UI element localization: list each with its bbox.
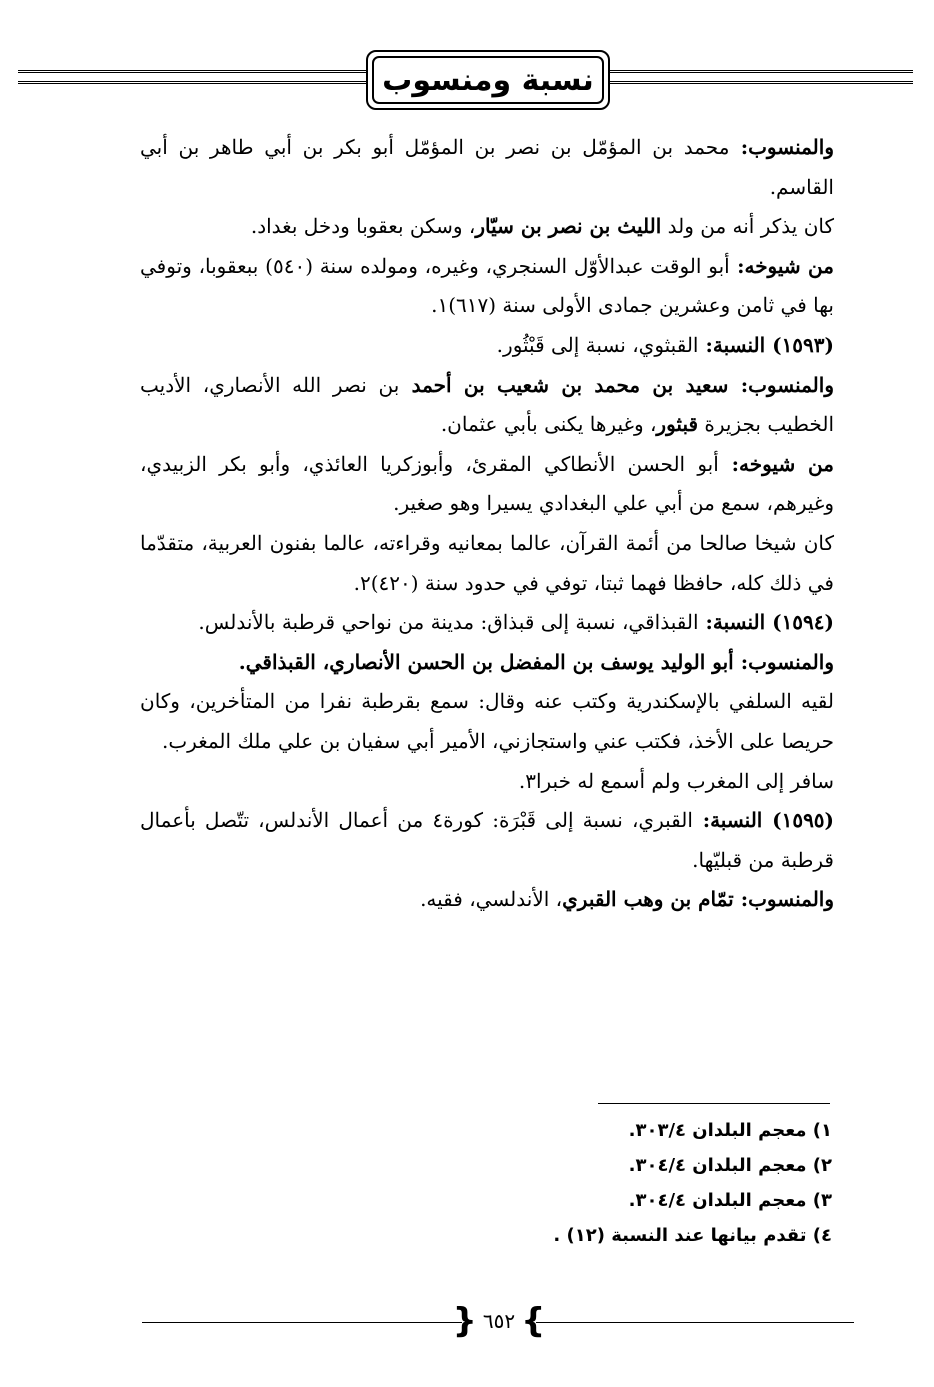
paragraph [140, 128, 834, 207]
text: كان شيخا صالحا من أئمة القرآن، عالما بمعانيه وقراءته، عالما بفنون العربية، متقدّما في ذلك كله، حافظا فهما ثبتا، توفي في حدود سنة (٤٢٠)٢. [140, 530, 834, 595]
bold-text: (١٥٩٥) النسبة: [692, 808, 835, 833]
bold-text: والمنسوب: سعيد بن محمد بن شعيب بن أحمد [399, 372, 834, 397]
page-title: نسبة ومنسوب [372, 56, 604, 104]
paragraph [140, 366, 834, 445]
paragraph [140, 762, 834, 802]
paragraph [140, 801, 834, 880]
page-number-box [452, 1300, 546, 1342]
footer-rule-left [142, 1322, 462, 1323]
paragraph [140, 524, 834, 603]
footnote: ٢) معجم البلدان ٣٠٤/٤. [628, 1155, 832, 1176]
bold-text: من شيوخه: [729, 253, 834, 278]
bold-text: (١٥٩٣) النسبة: [698, 332, 834, 357]
text: القبري، نسبة إلى قَبْرَة: كورة٤ من أعمال الأندلس، تتّصل بأعمال قرطبة من قبليّها. [140, 808, 834, 872]
body-text [140, 128, 834, 920]
paragraph [140, 682, 834, 761]
footnote: ٣) معجم البلدان ٣٠٤/٤. [628, 1190, 832, 1211]
text: كان يذكر أنه من ولد [661, 214, 834, 239]
bold-text: والمنسوب: أبو الوليد يوسف بن المفضل بن الحسن الأنصاري، القبذاقي. [238, 649, 834, 674]
paragraph [140, 603, 834, 643]
paragraph [140, 247, 834, 326]
bold-text: والمنسوب: تمّام بن وهب القبري [562, 887, 834, 912]
footnote: ١) معجم البلدان ٣٠٣/٤. [628, 1120, 832, 1141]
text: ، وسكن بعقوبا ودخل بغداد. [250, 214, 476, 239]
text: أبو الوقت عبدالأوّل السنجري، وغيره، ومولده سنة (٥٤٠) ببعقوبا، وتوفي بها في ثامن وعشرين جمادى الأولى سنة (٦١٧)١. [140, 253, 834, 318]
bracket-close-icon: { [521, 1301, 546, 1341]
text: ، وغيرها يكنى بأبي عثمان. [440, 412, 657, 437]
header-title-box [366, 50, 610, 110]
text: سافر إلى المغرب ولم أسمع له خبرا٣. [518, 768, 834, 793]
paragraph [140, 207, 834, 247]
page-number: ٦٥٢ [482, 1309, 516, 1333]
text: ، الأندلسي، فقيه. [420, 887, 563, 912]
text: بن نصر الله الأنصاري، الأديب الخطيب بجزيرة [140, 372, 834, 437]
bold-text: قبثور [656, 412, 699, 437]
paragraph [140, 326, 834, 366]
footnotes [400, 1113, 832, 1253]
bold-text: الليث بن نصر بن سيّار [475, 214, 662, 239]
text: القبذاقي، نسبة إلى قبذاق: مدينة من نواحي قرطبة بالأندلس. [198, 610, 699, 635]
bold-text: من شيوخه: [718, 451, 834, 476]
text: لقيه السلفي بالإسكندرية وكتب عنه وقال: سمع بقرطبة نفرا من المتأخرين، وكان حريصا على الأخذ، فكتب عني واستجازني، الأمير أبي سفيان بن علي ملك المغرب. [140, 689, 834, 753]
paragraph [140, 643, 834, 683]
paragraph [140, 445, 834, 524]
bold-text: (١٥٩٤) النسبة: [698, 610, 834, 635]
header-rule-left [18, 70, 368, 84]
bracket-open-icon: } [452, 1301, 477, 1341]
text: محمد بن المؤمّل بن نصر بن المؤمّل أبو بكر بن أبي طاهر بن أبي القاسم. [140, 135, 834, 199]
header-rule-right [608, 70, 913, 84]
footer-rule-right [536, 1322, 854, 1323]
footnote: ٤) تقدم بيانها عند النسبة (١٢) . [553, 1225, 832, 1246]
text: أبو الحسن الأنطاكي المقرئ، وأبوزكريا العائذي، وأبو بكر الزبيدي، وغيرهم، سمع من أبي علي البغدادي يسيرا وهو صغير. [140, 451, 834, 516]
bold-text: والمنسوب: [729, 135, 834, 159]
text: القبثوي، نسبة إلى قَبْثُور. [496, 332, 699, 357]
footnote-separator [598, 1103, 830, 1104]
paragraph [140, 880, 834, 920]
